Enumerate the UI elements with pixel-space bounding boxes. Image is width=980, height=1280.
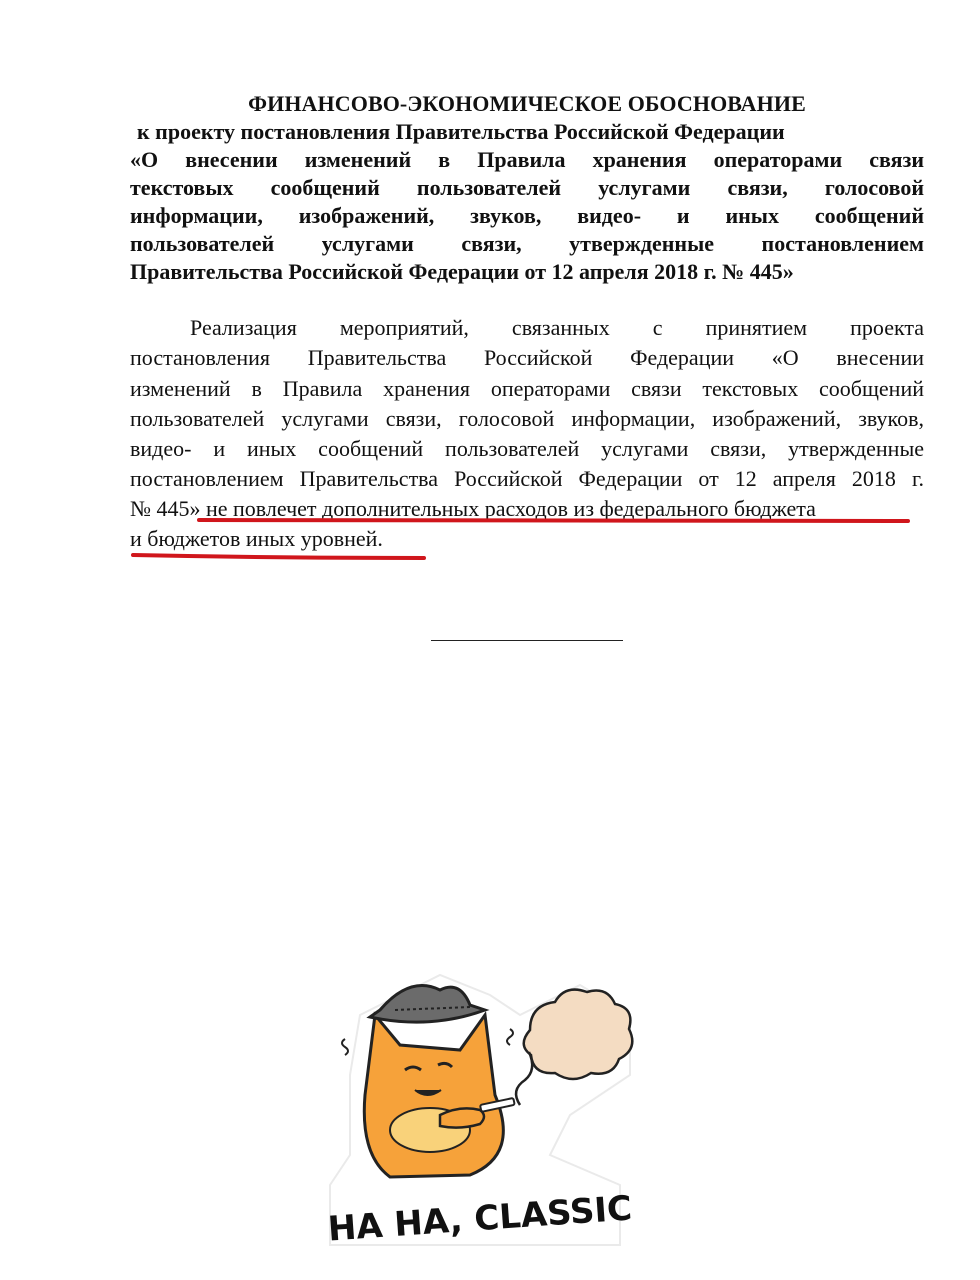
document-subject-line: информации, изображений, звуков, видео- и иных сообщений bbox=[130, 203, 924, 228]
body-paragraph-line bbox=[130, 494, 816, 524]
body-paragraph-line: изменений в Правила хранения операторами связи текстовых сообщений bbox=[130, 376, 924, 401]
document-subject-line: пользователей услугами связи, утвержденные постановлением bbox=[130, 231, 924, 256]
highlighted-phrase: и бюджетов иных уровней. bbox=[130, 526, 383, 551]
document-number-ref: № 445» bbox=[130, 496, 201, 521]
sticker-caption: HA HA, CLASSIC bbox=[326, 1188, 634, 1250]
document-title: ФИНАНСОВО-ЭКОНОМИЧЕСКОЕ ОБОСНОВАНИЕ bbox=[248, 91, 806, 116]
body-paragraph-line: постановлением Правительства Российской Федерации от 12 апреля 2018 г. bbox=[130, 466, 924, 491]
body-paragraph-line: видео- и иных сообщений пользователей услугами связи, утвержденные bbox=[130, 436, 924, 461]
document-subject-line: Правительства Российской Федерации от 12 апреля 2018 г. № 445» bbox=[130, 259, 794, 284]
highlighted-phrase: не повлечет дополнительных расходов из федерального бюджета bbox=[206, 496, 816, 521]
smoking-cat-sticker-icon bbox=[320, 955, 640, 1255]
body-paragraph-line: пользователей услугами связи, голосовой информации, изображений, звуков, bbox=[130, 406, 924, 431]
document-subject-line: «О внесении изменений в Правила хранения операторами связи bbox=[130, 147, 924, 172]
document-subject-line: текстовых сообщений пользователей услугами связи, голосовой bbox=[130, 175, 924, 200]
body-paragraph-line: Реализация мероприятий, связанных с принятием проекта bbox=[190, 315, 924, 340]
body-paragraph-line: постановления Правительства Российской Федерации «О внесении bbox=[130, 345, 924, 370]
separator-line bbox=[431, 640, 623, 641]
document-subtitle: к проекту постановления Правительства Российской Федерации bbox=[137, 119, 785, 144]
